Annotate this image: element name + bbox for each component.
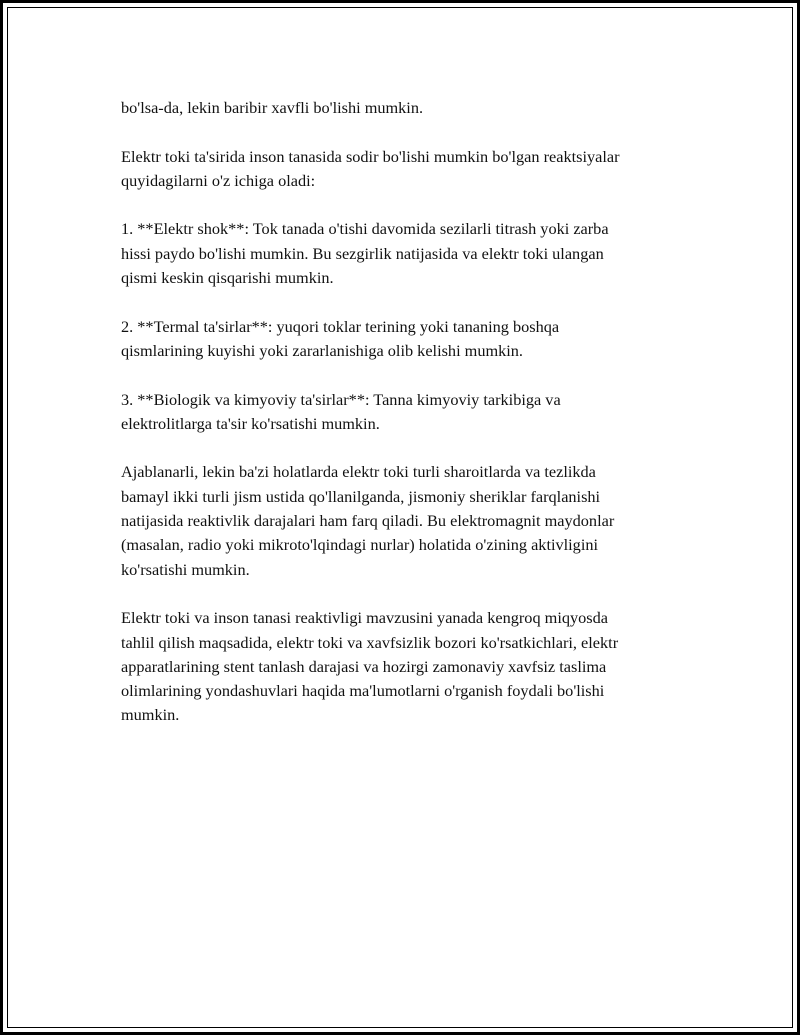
paragraph <box>121 388 701 437</box>
text-line: tahlil qilish maqsadida, elektr toki va xavfsizlik bozori ko'rsatkichlari, elektr <box>121 632 619 652</box>
paragraph <box>121 606 701 727</box>
paragraph <box>121 460 701 581</box>
text-line: 2. **Termal ta'sirlar**: yuqori toklar terining yoki tananing boshqa <box>121 316 560 336</box>
text-line: (masalan, radio yoki mikroto'lqindagi nurlar) holatida o'zining aktivligini <box>121 535 599 555</box>
text-line: qismlarining kuyishi yoki zararlanishiga olib kelishi mumkin. <box>121 340 524 360</box>
text-line: apparatlarining stent tanlash darajasi va hozirgi zamonaviy xavfsiz taslima <box>121 656 607 676</box>
text-line: quyidagilarni o'z ichiga oladi: <box>121 170 316 190</box>
text-line: 3. **Biologik va kimyoviy ta'sirlar**: Tanna kimyoviy tarkibiga va <box>121 389 561 409</box>
text-line: Ajablanarli, lekin ba'zi holatlarda elektr toki turli sharoitlarda va tezlikda <box>121 462 596 482</box>
text-line: elektrolitlarga ta'sir ko'rsatishi mumkin. <box>121 413 380 433</box>
text-line: Elektr toki ta'sirida inson tanasida sodir bo'lishi mumkin bo'lgan reaktsiyalar <box>121 146 620 166</box>
text-line: olimlarining yondashuvlari haqida ma'lumotlarni o'rganish foydali bo'lishi <box>121 681 605 701</box>
paragraph <box>121 145 701 194</box>
text-line: ko'rsatishi mumkin. <box>121 559 250 579</box>
text-line: hissi paydo bo'lishi mumkin. Bu sezgirlik natijasida va elektr toki ulangan <box>121 243 604 263</box>
text-line: bo'lsa-da, lekin baribir xavfli bo'lishi mumkin. <box>121 98 424 117</box>
paragraph <box>121 315 701 364</box>
paragraph <box>121 96 701 120</box>
text-line: Elektr toki va inson tanasi reaktivligi mavzusini yanada kengroq miqyosda <box>121 608 608 628</box>
text-line: qismi keskin qisqarishi mumkin. <box>121 268 334 288</box>
paragraph <box>121 217 701 290</box>
document-body <box>121 96 701 752</box>
text-line: natijasida reaktivlik darajalari ham farq qiladi. Bu elektromagnit maydonlar <box>121 511 615 531</box>
text-line: mumkin. <box>121 705 180 725</box>
text-line: 1. **Elektr shok**: Tok tanada o'tishi davomida sezilarli titrash yoki zarba <box>121 219 609 239</box>
text-line: bamayl ikki turli jism ustida qo'llanilganda, jismoniy sheriklar farqlanishi <box>121 486 601 506</box>
